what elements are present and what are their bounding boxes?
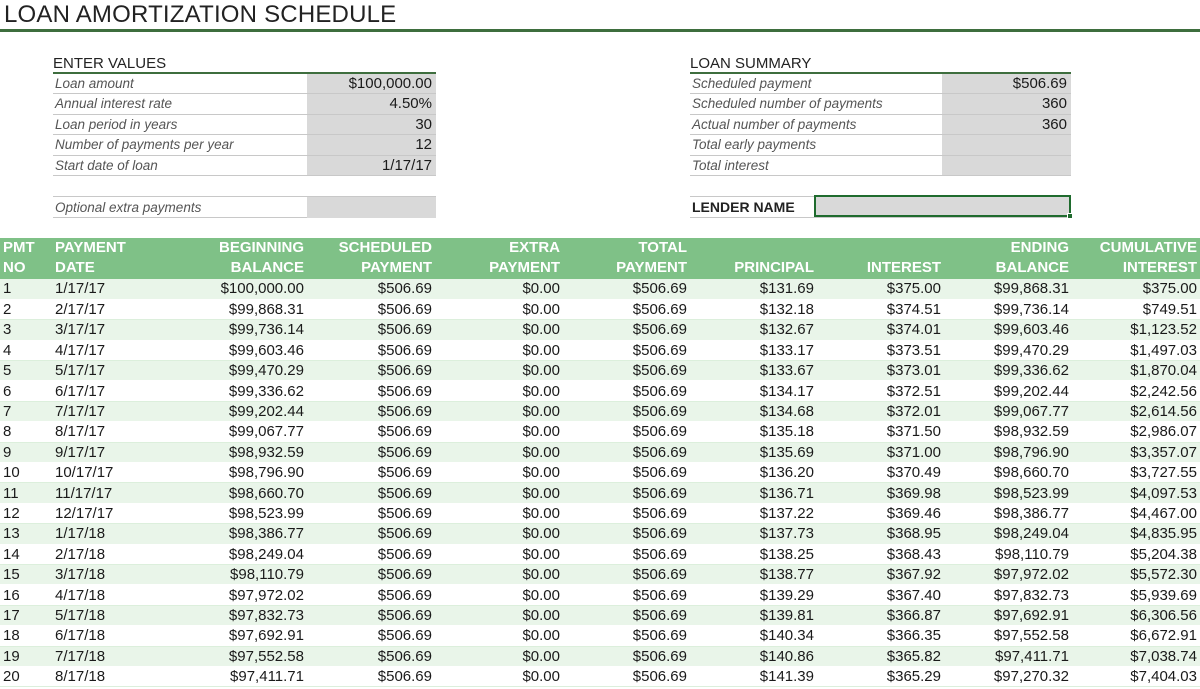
cell-pmt-no[interactable]: 7	[0, 401, 52, 421]
cell-cumulative-interest[interactable]: $1,123.52	[1072, 320, 1200, 340]
cell-scheduled-payment[interactable]: $506.69	[307, 361, 435, 381]
cell-extra-payment[interactable]: $0.00	[435, 401, 563, 421]
table-row	[0, 279, 1200, 299]
header-ending-balance[interactable]: ENDING BALANCE	[944, 238, 1072, 279]
cell-interest[interactable]: $368.95	[817, 524, 944, 544]
cell-interest[interactable]: $374.51	[817, 299, 944, 319]
cell-total-payment[interactable]: $506.69	[563, 646, 690, 666]
cell-beginning-balance[interactable]: $99,067.77	[172, 422, 307, 442]
cell-cumulative-interest[interactable]: $1,497.03	[1072, 340, 1200, 360]
cell-beginning-balance[interactable]: $98,660.70	[172, 483, 307, 503]
cell-extra-payment[interactable]: $0.00	[435, 463, 563, 483]
cell-total-payment[interactable]: $506.69	[563, 422, 690, 442]
title-divider	[0, 29, 1200, 32]
cell-pmt-no[interactable]: 2	[0, 299, 52, 319]
total-interest-label: Total interest	[692, 157, 769, 173]
cell-total-payment[interactable]: $506.69	[563, 320, 690, 340]
cell-cumulative-interest[interactable]: $7,404.03	[1072, 666, 1200, 686]
actual-count-label: Actual number of payments	[692, 116, 857, 132]
cell-beginning-balance[interactable]: $98,249.04	[172, 544, 307, 564]
cell-principal[interactable]: $140.86	[690, 646, 817, 666]
lender-row	[690, 196, 1071, 218]
scheduled-count-row	[690, 94, 1071, 114]
cell-pmt-no[interactable]: 15	[0, 564, 52, 584]
cell-payment-date[interactable]: 4/17/18	[52, 585, 172, 605]
cell-extra-payment[interactable]: $0.00	[435, 279, 563, 299]
header-extra-payment[interactable]: EXTRA PAYMENT	[435, 238, 563, 279]
cell-scheduled-payment[interactable]: $506.69	[307, 463, 435, 483]
header-interest[interactable]: INTEREST	[817, 238, 944, 279]
cell-principal[interactable]: $136.71	[690, 483, 817, 503]
cell-extra-payment[interactable]: $0.00	[435, 361, 563, 381]
table-row	[0, 564, 1200, 584]
cell-ending-balance[interactable]: $99,736.14	[944, 299, 1072, 319]
cell-cumulative-interest[interactable]: $4,097.53	[1072, 483, 1200, 503]
cell-principal[interactable]: $135.69	[690, 442, 817, 462]
cell-payment-date[interactable]: 5/17/18	[52, 605, 172, 625]
cell-interest[interactable]: $373.01	[817, 361, 944, 381]
cell-scheduled-payment[interactable]: $506.69	[307, 483, 435, 503]
cell-total-payment[interactable]: $506.69	[563, 401, 690, 421]
amortization-table-body	[0, 279, 1200, 687]
header-beginning-balance[interactable]: BEGINNING BALANCE	[172, 238, 307, 279]
page-title: LOAN AMORTIZATION SCHEDULE	[4, 1, 397, 28]
cell-principal[interactable]: $135.18	[690, 422, 817, 442]
cell-total-payment[interactable]: $506.69	[563, 585, 690, 605]
cell-principal[interactable]: $131.69	[690, 279, 817, 299]
table-row	[0, 463, 1200, 483]
cell-payment-date[interactable]: 6/17/17	[52, 381, 172, 401]
cell-pmt-no[interactable]: 12	[0, 503, 52, 523]
cell-interest[interactable]: $367.92	[817, 564, 944, 584]
cell-ending-balance[interactable]: $98,660.70	[944, 463, 1072, 483]
cell-principal[interactable]: $138.25	[690, 544, 817, 564]
loan-amount-cell[interactable]: $100,000.00	[307, 74, 436, 93]
cell-ending-balance[interactable]: $98,110.79	[944, 544, 1072, 564]
cell-scheduled-payment[interactable]: $506.69	[307, 503, 435, 523]
cell-ending-balance[interactable]: $99,067.77	[944, 401, 1072, 421]
cell-beginning-balance[interactable]: $98,523.99	[172, 503, 307, 523]
payments-per-year-label: Number of payments per year	[55, 137, 234, 153]
extra-payments-row	[53, 196, 436, 218]
cell-ending-balance[interactable]: $98,796.90	[944, 442, 1072, 462]
table-row	[0, 483, 1200, 503]
cell-interest[interactable]: $370.49	[817, 463, 944, 483]
cell-ending-balance[interactable]: $99,336.62	[944, 361, 1072, 381]
payments-per-year-row	[53, 135, 436, 155]
loan-period-cell[interactable]: 30	[307, 115, 436, 134]
amortization-table	[0, 238, 1200, 687]
cell-scheduled-payment[interactable]: $506.69	[307, 320, 435, 340]
cell-payment-date[interactable]: 3/17/17	[52, 320, 172, 340]
lender-name-label: LENDER NAME	[692, 199, 795, 215]
cell-total-payment[interactable]: $506.69	[563, 626, 690, 646]
loan-period-row	[53, 115, 436, 135]
cell-beginning-balance[interactable]: $98,110.79	[172, 564, 307, 584]
cell-principal[interactable]: $133.17	[690, 340, 817, 360]
cell-payment-date[interactable]: 11/17/17	[52, 483, 172, 503]
cell-ending-balance[interactable]: $99,868.31	[944, 279, 1072, 299]
cell-scheduled-payment[interactable]: $506.69	[307, 340, 435, 360]
header-total-payment[interactable]: TOTAL PAYMENT	[563, 238, 690, 279]
cell-extra-payment[interactable]: $0.00	[435, 666, 563, 686]
table-row	[0, 626, 1200, 646]
cell-scheduled-payment[interactable]: $506.69	[307, 524, 435, 544]
cell-extra-payment[interactable]: $0.00	[435, 422, 563, 442]
cell-principal[interactable]: $132.67	[690, 320, 817, 340]
cell-interest[interactable]: $371.00	[817, 442, 944, 462]
cell-ending-balance[interactable]: $97,972.02	[944, 564, 1072, 584]
cell-principal[interactable]: $140.34	[690, 626, 817, 646]
cell-total-payment[interactable]: $506.69	[563, 483, 690, 503]
cell-interest[interactable]: $372.01	[817, 401, 944, 421]
cell-beginning-balance[interactable]: $100,000.00	[172, 279, 307, 299]
cell-beginning-balance[interactable]: $98,932.59	[172, 442, 307, 462]
loan-amount-label: Loan amount	[55, 76, 134, 91]
cell-total-payment[interactable]: $506.69	[563, 666, 690, 686]
table-row	[0, 524, 1200, 544]
cell-extra-payment[interactable]: $0.00	[435, 524, 563, 544]
cell-ending-balance[interactable]: $97,692.91	[944, 605, 1072, 625]
cell-ending-balance[interactable]: $98,386.77	[944, 503, 1072, 523]
cell-pmt-no[interactable]: 13	[0, 524, 52, 544]
start-date-row	[53, 156, 436, 176]
cell-beginning-balance[interactable]: $99,336.62	[172, 381, 307, 401]
cell-total-payment[interactable]: $506.69	[563, 381, 690, 401]
cell-interest[interactable]: $374.01	[817, 320, 944, 340]
table-row	[0, 544, 1200, 564]
cell-scheduled-payment[interactable]: $506.69	[307, 646, 435, 666]
cell-principal[interactable]: $141.39	[690, 666, 817, 686]
cell-principal[interactable]: $138.77	[690, 564, 817, 584]
cell-scheduled-payment[interactable]: $506.69	[307, 544, 435, 564]
cell-total-payment[interactable]: $506.69	[563, 340, 690, 360]
cell-principal[interactable]: $134.68	[690, 401, 817, 421]
cell-cumulative-interest[interactable]: $749.51	[1072, 299, 1200, 319]
table-row	[0, 320, 1200, 340]
cell-interest[interactable]: $366.35	[817, 626, 944, 646]
table-row	[0, 503, 1200, 523]
header-scheduled-payment[interactable]: SCHEDULED PAYMENT	[307, 238, 435, 279]
fill-handle[interactable]	[1067, 213, 1073, 219]
cell-scheduled-payment[interactable]: $506.69	[307, 666, 435, 686]
cell-payment-date[interactable]: 10/17/17	[52, 463, 172, 483]
cell-cumulative-interest[interactable]: $3,357.07	[1072, 442, 1200, 462]
early-payments-cell[interactable]	[942, 135, 1071, 154]
cell-extra-payment[interactable]: $0.00	[435, 442, 563, 462]
total-interest-cell[interactable]	[942, 156, 1071, 175]
extra-payments-cell[interactable]	[307, 197, 436, 218]
cell-total-payment[interactable]: $506.69	[563, 564, 690, 584]
cell-total-payment[interactable]: $506.69	[563, 299, 690, 319]
cell-scheduled-payment[interactable]: $506.69	[307, 605, 435, 625]
cell-payment-date[interactable]: 7/17/18	[52, 646, 172, 666]
cell-ending-balance[interactable]: $99,202.44	[944, 381, 1072, 401]
cell-principal[interactable]: $133.67	[690, 361, 817, 381]
actual-count-row	[690, 115, 1071, 135]
cell-pmt-no[interactable]: 3	[0, 320, 52, 340]
cell-pmt-no[interactable]: 10	[0, 463, 52, 483]
lender-name-cell[interactable]	[814, 195, 1071, 217]
cell-interest[interactable]: $369.46	[817, 503, 944, 523]
cell-pmt-no[interactable]: 11	[0, 483, 52, 503]
cell-pmt-no[interactable]: 14	[0, 544, 52, 564]
cell-principal[interactable]: $139.81	[690, 605, 817, 625]
cell-extra-payment[interactable]: $0.00	[435, 299, 563, 319]
cell-total-payment[interactable]: $506.69	[563, 544, 690, 564]
cell-principal[interactable]: $132.18	[690, 299, 817, 319]
table-row	[0, 666, 1200, 686]
cell-payment-date[interactable]: 2/17/18	[52, 544, 172, 564]
cell-cumulative-interest[interactable]: $2,242.56	[1072, 381, 1200, 401]
cell-beginning-balance[interactable]: $99,603.46	[172, 340, 307, 360]
cell-total-payment[interactable]: $506.69	[563, 524, 690, 544]
cell-interest[interactable]: $369.98	[817, 483, 944, 503]
early-payments-label: Total early payments	[692, 137, 817, 153]
payments-per-year-cell[interactable]: 12	[307, 135, 436, 154]
header-principal[interactable]: PRINCIPAL	[690, 238, 817, 279]
enter-values-heading: ENTER VALUES	[53, 55, 436, 74]
cell-beginning-balance[interactable]: $97,972.02	[172, 585, 307, 605]
cell-extra-payment[interactable]: $0.00	[435, 483, 563, 503]
cell-payment-date[interactable]: 7/17/17	[52, 401, 172, 421]
cell-cumulative-interest[interactable]: $6,672.91	[1072, 626, 1200, 646]
cell-cumulative-interest[interactable]: $4,467.00	[1072, 503, 1200, 523]
cell-principal[interactable]: $137.73	[690, 524, 817, 544]
cell-total-payment[interactable]: $506.69	[563, 442, 690, 462]
cell-pmt-no[interactable]: 4	[0, 340, 52, 360]
cell-payment-date[interactable]: 9/17/17	[52, 442, 172, 462]
cell-cumulative-interest[interactable]: $6,306.56	[1072, 605, 1200, 625]
cell-ending-balance[interactable]: $97,411.71	[944, 646, 1072, 666]
table-row	[0, 340, 1200, 360]
cell-pmt-no[interactable]: 6	[0, 381, 52, 401]
cell-payment-date[interactable]: 12/17/17	[52, 503, 172, 523]
cell-extra-payment[interactable]: $0.00	[435, 544, 563, 564]
cell-cumulative-interest[interactable]: $2,986.07	[1072, 422, 1200, 442]
cell-beginning-balance[interactable]: $98,796.90	[172, 463, 307, 483]
cell-extra-payment[interactable]: $0.00	[435, 646, 563, 666]
cell-cumulative-interest[interactable]: $5,572.30	[1072, 564, 1200, 584]
cell-scheduled-payment[interactable]: $506.69	[307, 626, 435, 646]
cell-interest[interactable]: $365.29	[817, 666, 944, 686]
loan-summary-heading: LOAN SUMMARY	[690, 55, 1071, 74]
cell-extra-payment[interactable]: $0.00	[435, 381, 563, 401]
table-row	[0, 605, 1200, 625]
header-pmt-no[interactable]: PMT NO	[0, 238, 52, 279]
cell-extra-payment[interactable]: $0.00	[435, 605, 563, 625]
cell-ending-balance[interactable]: $99,470.29	[944, 340, 1072, 360]
cell-scheduled-payment[interactable]: $506.69	[307, 279, 435, 299]
scheduled-count-label: Scheduled number of payments	[692, 96, 883, 112]
loan-summary-panel	[690, 55, 1071, 176]
scheduled-payment-cell[interactable]: $506.69	[942, 74, 1071, 93]
table-row	[0, 361, 1200, 381]
cell-interest[interactable]: $365.82	[817, 646, 944, 666]
cell-cumulative-interest[interactable]: $2,614.56	[1072, 401, 1200, 421]
actual-count-cell[interactable]: 360	[942, 115, 1071, 134]
scheduled-payment-label: Scheduled payment	[692, 76, 812, 91]
cell-scheduled-payment[interactable]: $506.69	[307, 564, 435, 584]
cell-ending-balance[interactable]: $97,552.58	[944, 626, 1072, 646]
start-date-cell[interactable]: 1/17/17	[307, 156, 436, 175]
cell-principal[interactable]: $136.20	[690, 463, 817, 483]
enter-values-panel	[53, 55, 436, 176]
interest-rate-label: Annual interest rate	[55, 96, 173, 112]
cell-principal[interactable]: $134.17	[690, 381, 817, 401]
cell-scheduled-payment[interactable]: $506.69	[307, 381, 435, 401]
cell-ending-balance[interactable]: $98,249.04	[944, 524, 1072, 544]
header-cumulative-interest[interactable]: CUMULATIVE INTEREST	[1072, 238, 1200, 279]
cell-beginning-balance[interactable]: $97,692.91	[172, 626, 307, 646]
cell-payment-date[interactable]: 2/17/17	[52, 299, 172, 319]
cell-ending-balance[interactable]: $97,832.73	[944, 585, 1072, 605]
cell-interest[interactable]: $368.43	[817, 544, 944, 564]
cell-payment-date[interactable]: 8/17/17	[52, 422, 172, 442]
cell-total-payment[interactable]: $506.69	[563, 361, 690, 381]
cell-beginning-balance[interactable]: $99,868.31	[172, 299, 307, 319]
cell-beginning-balance[interactable]: $97,411.71	[172, 666, 307, 686]
table-header-row	[0, 238, 1200, 279]
extra-payments-label: Optional extra payments	[55, 200, 202, 215]
early-payments-row	[690, 135, 1071, 155]
cell-interest[interactable]: $373.51	[817, 340, 944, 360]
cell-pmt-no[interactable]: 18	[0, 626, 52, 646]
table-row	[0, 381, 1200, 401]
cell-extra-payment[interactable]: $0.00	[435, 320, 563, 340]
cell-interest[interactable]: $372.51	[817, 381, 944, 401]
cell-payment-date[interactable]: 6/17/18	[52, 626, 172, 646]
cell-ending-balance[interactable]: $98,932.59	[944, 422, 1072, 442]
cell-scheduled-payment[interactable]: $506.69	[307, 442, 435, 462]
cell-beginning-balance[interactable]: $97,832.73	[172, 605, 307, 625]
cell-cumulative-interest[interactable]: $375.00	[1072, 279, 1200, 299]
cell-payment-date[interactable]: 1/17/17	[52, 279, 172, 299]
cell-scheduled-payment[interactable]: $506.69	[307, 401, 435, 421]
cell-extra-payment[interactable]: $0.00	[435, 626, 563, 646]
cell-beginning-balance[interactable]: $99,470.29	[172, 361, 307, 381]
table-row	[0, 646, 1200, 666]
loan-period-label: Loan period in years	[55, 116, 178, 132]
cell-payment-date[interactable]: 8/17/18	[52, 666, 172, 686]
loan-amount-row	[53, 74, 436, 94]
table-row	[0, 422, 1200, 442]
cell-pmt-no[interactable]: 1	[0, 279, 52, 299]
cell-payment-date[interactable]: 3/17/18	[52, 564, 172, 584]
cell-extra-payment[interactable]: $0.00	[435, 503, 563, 523]
cell-total-payment[interactable]: $506.69	[563, 279, 690, 299]
cell-total-payment[interactable]: $506.69	[563, 503, 690, 523]
cell-principal[interactable]: $139.29	[690, 585, 817, 605]
cell-payment-date[interactable]: 5/17/17	[52, 361, 172, 381]
cell-interest[interactable]: $367.40	[817, 585, 944, 605]
cell-extra-payment[interactable]: $0.00	[435, 564, 563, 584]
cell-extra-payment[interactable]: $0.00	[435, 340, 563, 360]
table-row	[0, 585, 1200, 605]
interest-rate-row	[53, 94, 436, 114]
table-row	[0, 442, 1200, 462]
cell-total-payment[interactable]: $506.69	[563, 463, 690, 483]
cell-beginning-balance[interactable]: $98,386.77	[172, 524, 307, 544]
cell-total-payment[interactable]: $506.69	[563, 605, 690, 625]
cell-beginning-balance[interactable]: $97,552.58	[172, 646, 307, 666]
cell-cumulative-interest[interactable]: $3,727.55	[1072, 463, 1200, 483]
start-date-label: Start date of loan	[55, 157, 158, 173]
cell-cumulative-interest[interactable]: $1,870.04	[1072, 361, 1200, 381]
cell-scheduled-payment[interactable]: $506.69	[307, 422, 435, 442]
cell-interest[interactable]: $366.87	[817, 605, 944, 625]
cell-pmt-no[interactable]: 8	[0, 422, 52, 442]
cell-pmt-no[interactable]: 9	[0, 442, 52, 462]
total-interest-row	[690, 156, 1071, 176]
table-row	[0, 401, 1200, 421]
cell-pmt-no[interactable]: 5	[0, 361, 52, 381]
header-payment-date[interactable]: PAYMENT DATE	[52, 238, 172, 279]
scheduled-count-cell[interactable]: 360	[942, 94, 1071, 113]
cell-principal[interactable]: $137.22	[690, 503, 817, 523]
cell-payment-date[interactable]: 4/17/17	[52, 340, 172, 360]
table-row	[0, 299, 1200, 319]
cell-cumulative-interest[interactable]: $5,204.38	[1072, 544, 1200, 564]
cell-scheduled-payment[interactable]: $506.69	[307, 299, 435, 319]
cell-scheduled-payment[interactable]: $506.69	[307, 585, 435, 605]
cell-cumulative-interest[interactable]: $7,038.74	[1072, 646, 1200, 666]
cell-ending-balance[interactable]: $97,270.32	[944, 666, 1072, 686]
cell-beginning-balance[interactable]: $99,202.44	[172, 401, 307, 421]
cell-interest[interactable]: $375.00	[817, 279, 944, 299]
cell-cumulative-interest[interactable]: $4,835.95	[1072, 524, 1200, 544]
cell-payment-date[interactable]: 1/17/18	[52, 524, 172, 544]
interest-rate-cell[interactable]: 4.50%	[307, 94, 436, 113]
cell-beginning-balance[interactable]: $99,736.14	[172, 320, 307, 340]
cell-ending-balance[interactable]: $98,523.99	[944, 483, 1072, 503]
cell-pmt-no[interactable]: 19	[0, 646, 52, 666]
cell-cumulative-interest[interactable]: $5,939.69	[1072, 585, 1200, 605]
cell-pmt-no[interactable]: 20	[0, 666, 52, 686]
cell-interest[interactable]: $371.50	[817, 422, 944, 442]
cell-pmt-no[interactable]: 17	[0, 605, 52, 625]
cell-extra-payment[interactable]: $0.00	[435, 585, 563, 605]
cell-ending-balance[interactable]: $99,603.46	[944, 320, 1072, 340]
scheduled-payment-row	[690, 74, 1071, 94]
cell-pmt-no[interactable]: 16	[0, 585, 52, 605]
